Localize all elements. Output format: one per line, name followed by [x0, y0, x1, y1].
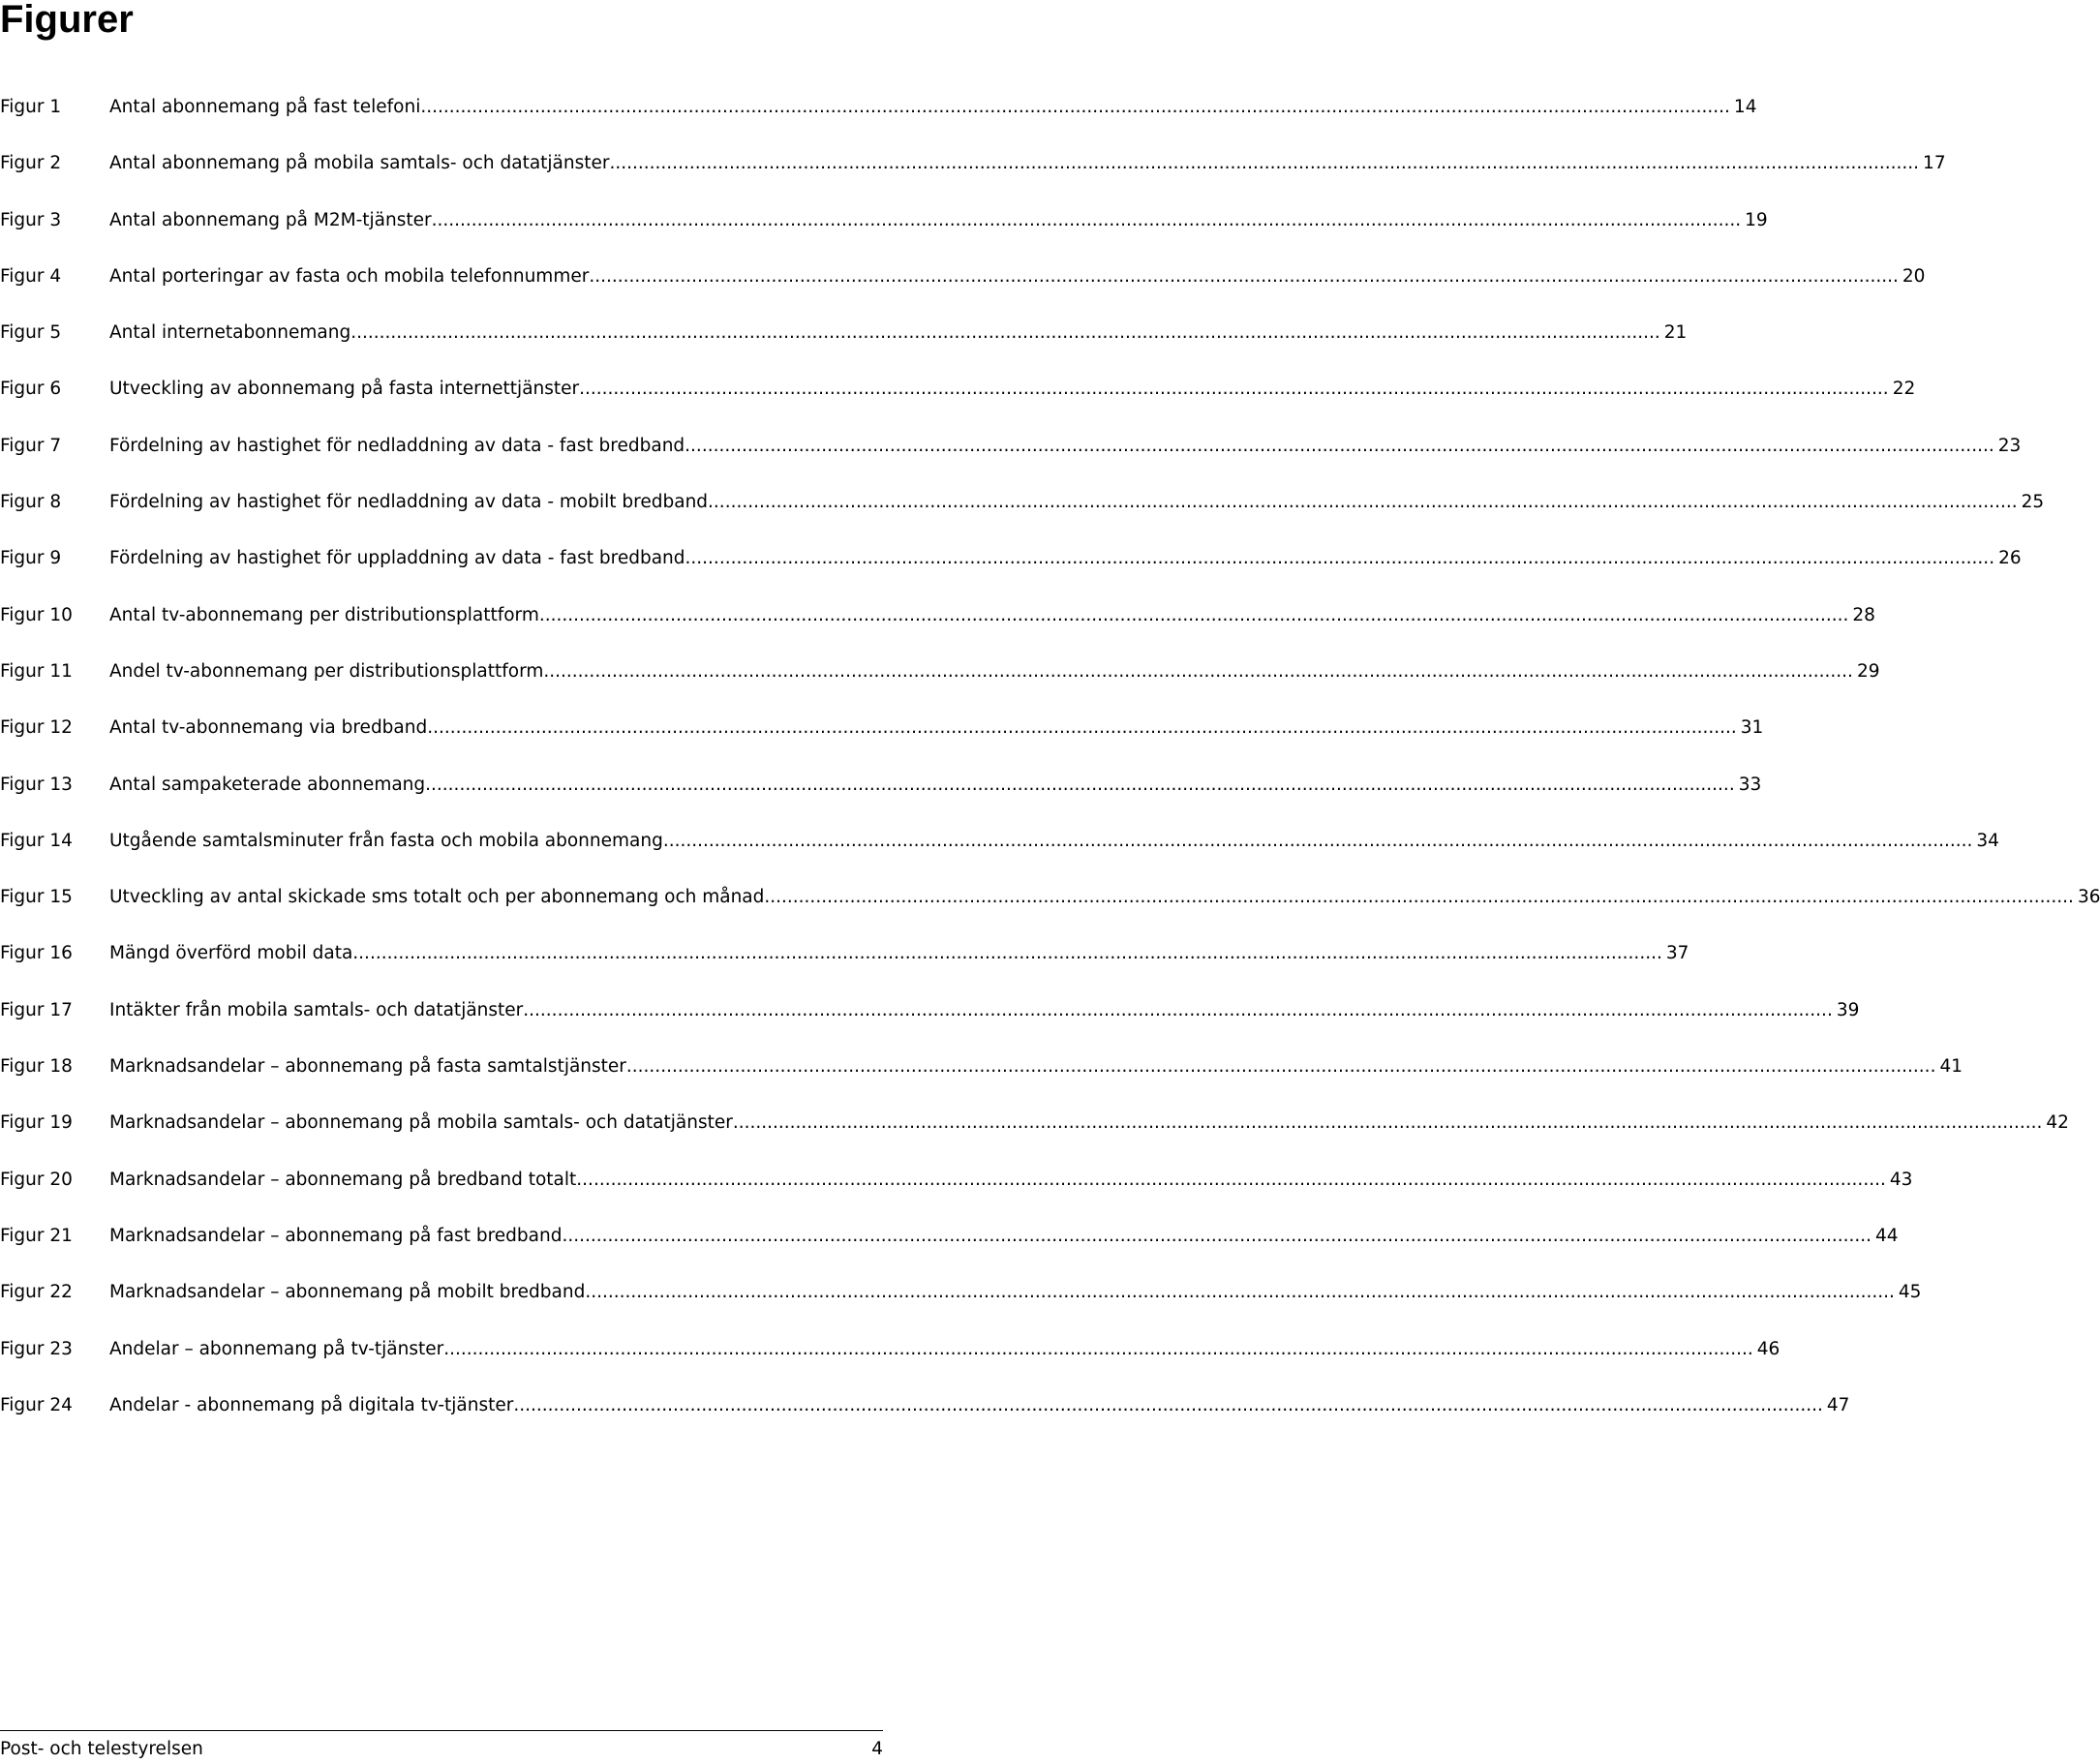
- figure-number: Figur 17: [0, 999, 73, 1020]
- toc-entry[interactable]: [0, 322, 1688, 379]
- page-reference: 39: [1836, 999, 1860, 1020]
- figure-number: Figur 22: [0, 1282, 73, 1303]
- page-reference: 19: [1745, 209, 1768, 230]
- toc-entry[interactable]: [0, 830, 1999, 887]
- page-title: Figurer: [0, 0, 134, 41]
- figure-caption: Antal abonnemang på M2M-tjänster: [109, 209, 432, 230]
- toc-entry[interactable]: [0, 717, 1764, 774]
- dot-leader: [432, 210, 1742, 230]
- figure-caption: Marknadsandelar – abonnemang på fasta samtalstjänster: [109, 1056, 626, 1078]
- dot-leader: [610, 153, 1920, 173]
- dot-leader: [543, 661, 1853, 682]
- figure-number: Figur 12: [0, 717, 73, 739]
- toc-entry[interactable]: [0, 209, 1768, 266]
- figure-number: Figur 8: [0, 492, 62, 513]
- figure-number: Figur 24: [0, 1394, 73, 1415]
- toc-entry[interactable]: [0, 153, 1946, 209]
- figure-caption: Antal sampaketerade abonnemang: [109, 774, 426, 795]
- figure-number: Figur 21: [0, 1225, 73, 1246]
- figure-number: Figur 9: [0, 548, 62, 569]
- dot-leader: [626, 1056, 1936, 1077]
- dot-leader: [733, 1112, 2043, 1133]
- figure-caption: Antal abonnemang på fast telefoni: [109, 97, 421, 117]
- figure-number: Figur 15: [0, 887, 73, 908]
- page-reference: 14: [1733, 97, 1757, 117]
- toc-entry[interactable]: [0, 1225, 1899, 1282]
- dot-leader: [708, 492, 2018, 512]
- dot-leader: [420, 97, 1730, 117]
- figure-caption: Antal tv-abonnemang per distributionsplattform: [109, 604, 539, 625]
- page-reference: 43: [1889, 1169, 1913, 1190]
- toc-entry[interactable]: [0, 1394, 1850, 1451]
- toc-entry[interactable]: [0, 887, 2100, 943]
- figure-caption: Antal porteringar av fasta och mobila telefonnummer: [109, 265, 590, 287]
- figure-number: Figur 14: [0, 830, 73, 851]
- figure-caption: Marknadsandelar – abonnemang på bredband totalt: [109, 1169, 577, 1190]
- figure-caption: Fördelning av hastighet för nedladdning av data - fast bredband: [109, 435, 685, 456]
- figure-number: Figur 19: [0, 1112, 73, 1134]
- toc-entry[interactable]: [0, 1169, 1913, 1226]
- footer-page-number: 4: [871, 1739, 883, 1759]
- dot-leader: [427, 717, 1737, 738]
- footer-organization: Post- och telestyrelsen: [0, 1739, 203, 1759]
- toc-entry[interactable]: [0, 774, 1762, 831]
- dot-leader: [513, 1395, 1823, 1415]
- figure-number: Figur 11: [0, 660, 73, 682]
- figure-caption: Antal abonnemang på mobila samtals- och datatjänster: [109, 153, 610, 174]
- figure-number: Figur 7: [0, 435, 62, 456]
- figure-caption: Marknadsandelar – abonnemang på mobilt bredband: [109, 1282, 586, 1303]
- toc-entry[interactable]: [0, 492, 2045, 548]
- figure-number: Figur 1: [0, 97, 62, 117]
- toc-entry[interactable]: [0, 265, 1926, 322]
- figure-caption: Antal tv-abonnemang via bredband: [109, 717, 428, 739]
- dot-leader: [685, 436, 1994, 456]
- figure-caption: Andelar – abonnemang på tv-tjänster: [109, 1338, 444, 1359]
- page-reference: 29: [1856, 660, 1880, 682]
- figure-caption: Fördelning av hastighet för uppladdning av data - fast bredband: [109, 548, 685, 569]
- figure-caption: Antal internetabonnemang: [109, 322, 351, 344]
- figure-caption: Mängd överförd mobil data: [109, 943, 353, 964]
- toc-entry[interactable]: [0, 1112, 2069, 1169]
- dot-leader: [585, 1282, 1895, 1302]
- toc-entry[interactable]: [0, 999, 1860, 1056]
- dot-leader: [352, 943, 1662, 963]
- page-reference: 31: [1740, 717, 1764, 739]
- figure-number: Figur 6: [0, 379, 62, 400]
- figure-number: Figur 2: [0, 153, 62, 174]
- figure-caption: Utveckling av antal skickade sms totalt och per abonnemang och månad: [109, 887, 765, 908]
- figure-number: Figur 23: [0, 1338, 73, 1359]
- dot-leader: [425, 775, 1735, 795]
- page-reference: 23: [1997, 435, 2022, 456]
- figure-number: Figur 20: [0, 1169, 73, 1190]
- page-reference: 41: [1939, 1056, 1963, 1078]
- page-reference: 37: [1665, 943, 1689, 964]
- figure-caption: Marknadsandelar – abonnemang på mobila samtals- och datatjänster: [109, 1112, 733, 1134]
- figure-number: Figur 18: [0, 1056, 73, 1078]
- dot-leader: [443, 1339, 1753, 1359]
- page-reference: 36: [2077, 887, 2100, 908]
- figure-number: Figur 5: [0, 322, 62, 344]
- figure-caption: Intäkter från mobila samtals- och datatjänster: [109, 999, 524, 1020]
- page-reference: 42: [2046, 1112, 2069, 1134]
- dot-leader: [663, 831, 1973, 851]
- footer-divider: [0, 1730, 883, 1731]
- figure-number: Figur 13: [0, 774, 73, 795]
- figure-caption: Andel tv-abonnemang per distributionsplattform: [109, 660, 544, 682]
- toc-entry[interactable]: [0, 1282, 1922, 1338]
- page-reference: 44: [1875, 1225, 1899, 1246]
- dot-leader: [523, 1000, 1833, 1020]
- figure-number: Figur 4: [0, 265, 62, 287]
- figure-caption: Utveckling av abonnemang på fasta internettjänster: [109, 379, 580, 400]
- figure-caption: Marknadsandelar – abonnemang på fast bredband: [109, 1225, 563, 1246]
- dot-leader: [576, 1170, 1886, 1190]
- page-reference: 34: [1976, 830, 1999, 851]
- toc-entry[interactable]: [0, 379, 1916, 435]
- figure-caption: Fördelning av hastighet för nedladdning av data - mobilt bredband: [109, 492, 709, 513]
- page-reference: 17: [1923, 153, 1946, 174]
- dot-leader: [589, 266, 1899, 287]
- toc-entry[interactable]: [0, 660, 1880, 717]
- page-reference: 20: [1902, 265, 1926, 287]
- figure-number: Figur 16: [0, 943, 73, 964]
- page-reference: 46: [1756, 1338, 1780, 1359]
- toc-entry[interactable]: [0, 1056, 1963, 1112]
- toc-entry[interactable]: [0, 604, 1875, 661]
- page-reference: 45: [1898, 1282, 1922, 1303]
- page-reference: 28: [1852, 604, 1875, 625]
- dot-leader: [350, 322, 1660, 343]
- figure-number: Figur 10: [0, 604, 73, 625]
- dot-leader: [579, 379, 1889, 399]
- dot-leader: [562, 1226, 1872, 1246]
- figure-number: Figur 3: [0, 209, 62, 230]
- page-reference: 21: [1663, 322, 1688, 344]
- toc-entry[interactable]: [0, 1338, 1780, 1395]
- figure-caption: Andelar - abonnemang på digitala tv-tjänster: [109, 1394, 514, 1415]
- dot-leader: [764, 887, 2074, 907]
- dot-leader: [539, 605, 1849, 625]
- figure-list: [0, 97, 2100, 1451]
- page-reference: 22: [1892, 379, 1916, 400]
- figure-caption: Utgående samtalsminuter från fasta och mobila abonnemang: [109, 830, 663, 851]
- toc-entry[interactable]: [0, 548, 2022, 604]
- toc-entry[interactable]: [0, 97, 1757, 153]
- page-reference: 33: [1738, 774, 1762, 795]
- page-reference: 26: [1998, 548, 2022, 569]
- page-reference: 47: [1826, 1394, 1850, 1415]
- dot-leader: [685, 548, 1995, 568]
- page-reference: 25: [2021, 492, 2045, 513]
- toc-entry[interactable]: [0, 943, 1689, 999]
- toc-entry[interactable]: [0, 435, 2022, 492]
